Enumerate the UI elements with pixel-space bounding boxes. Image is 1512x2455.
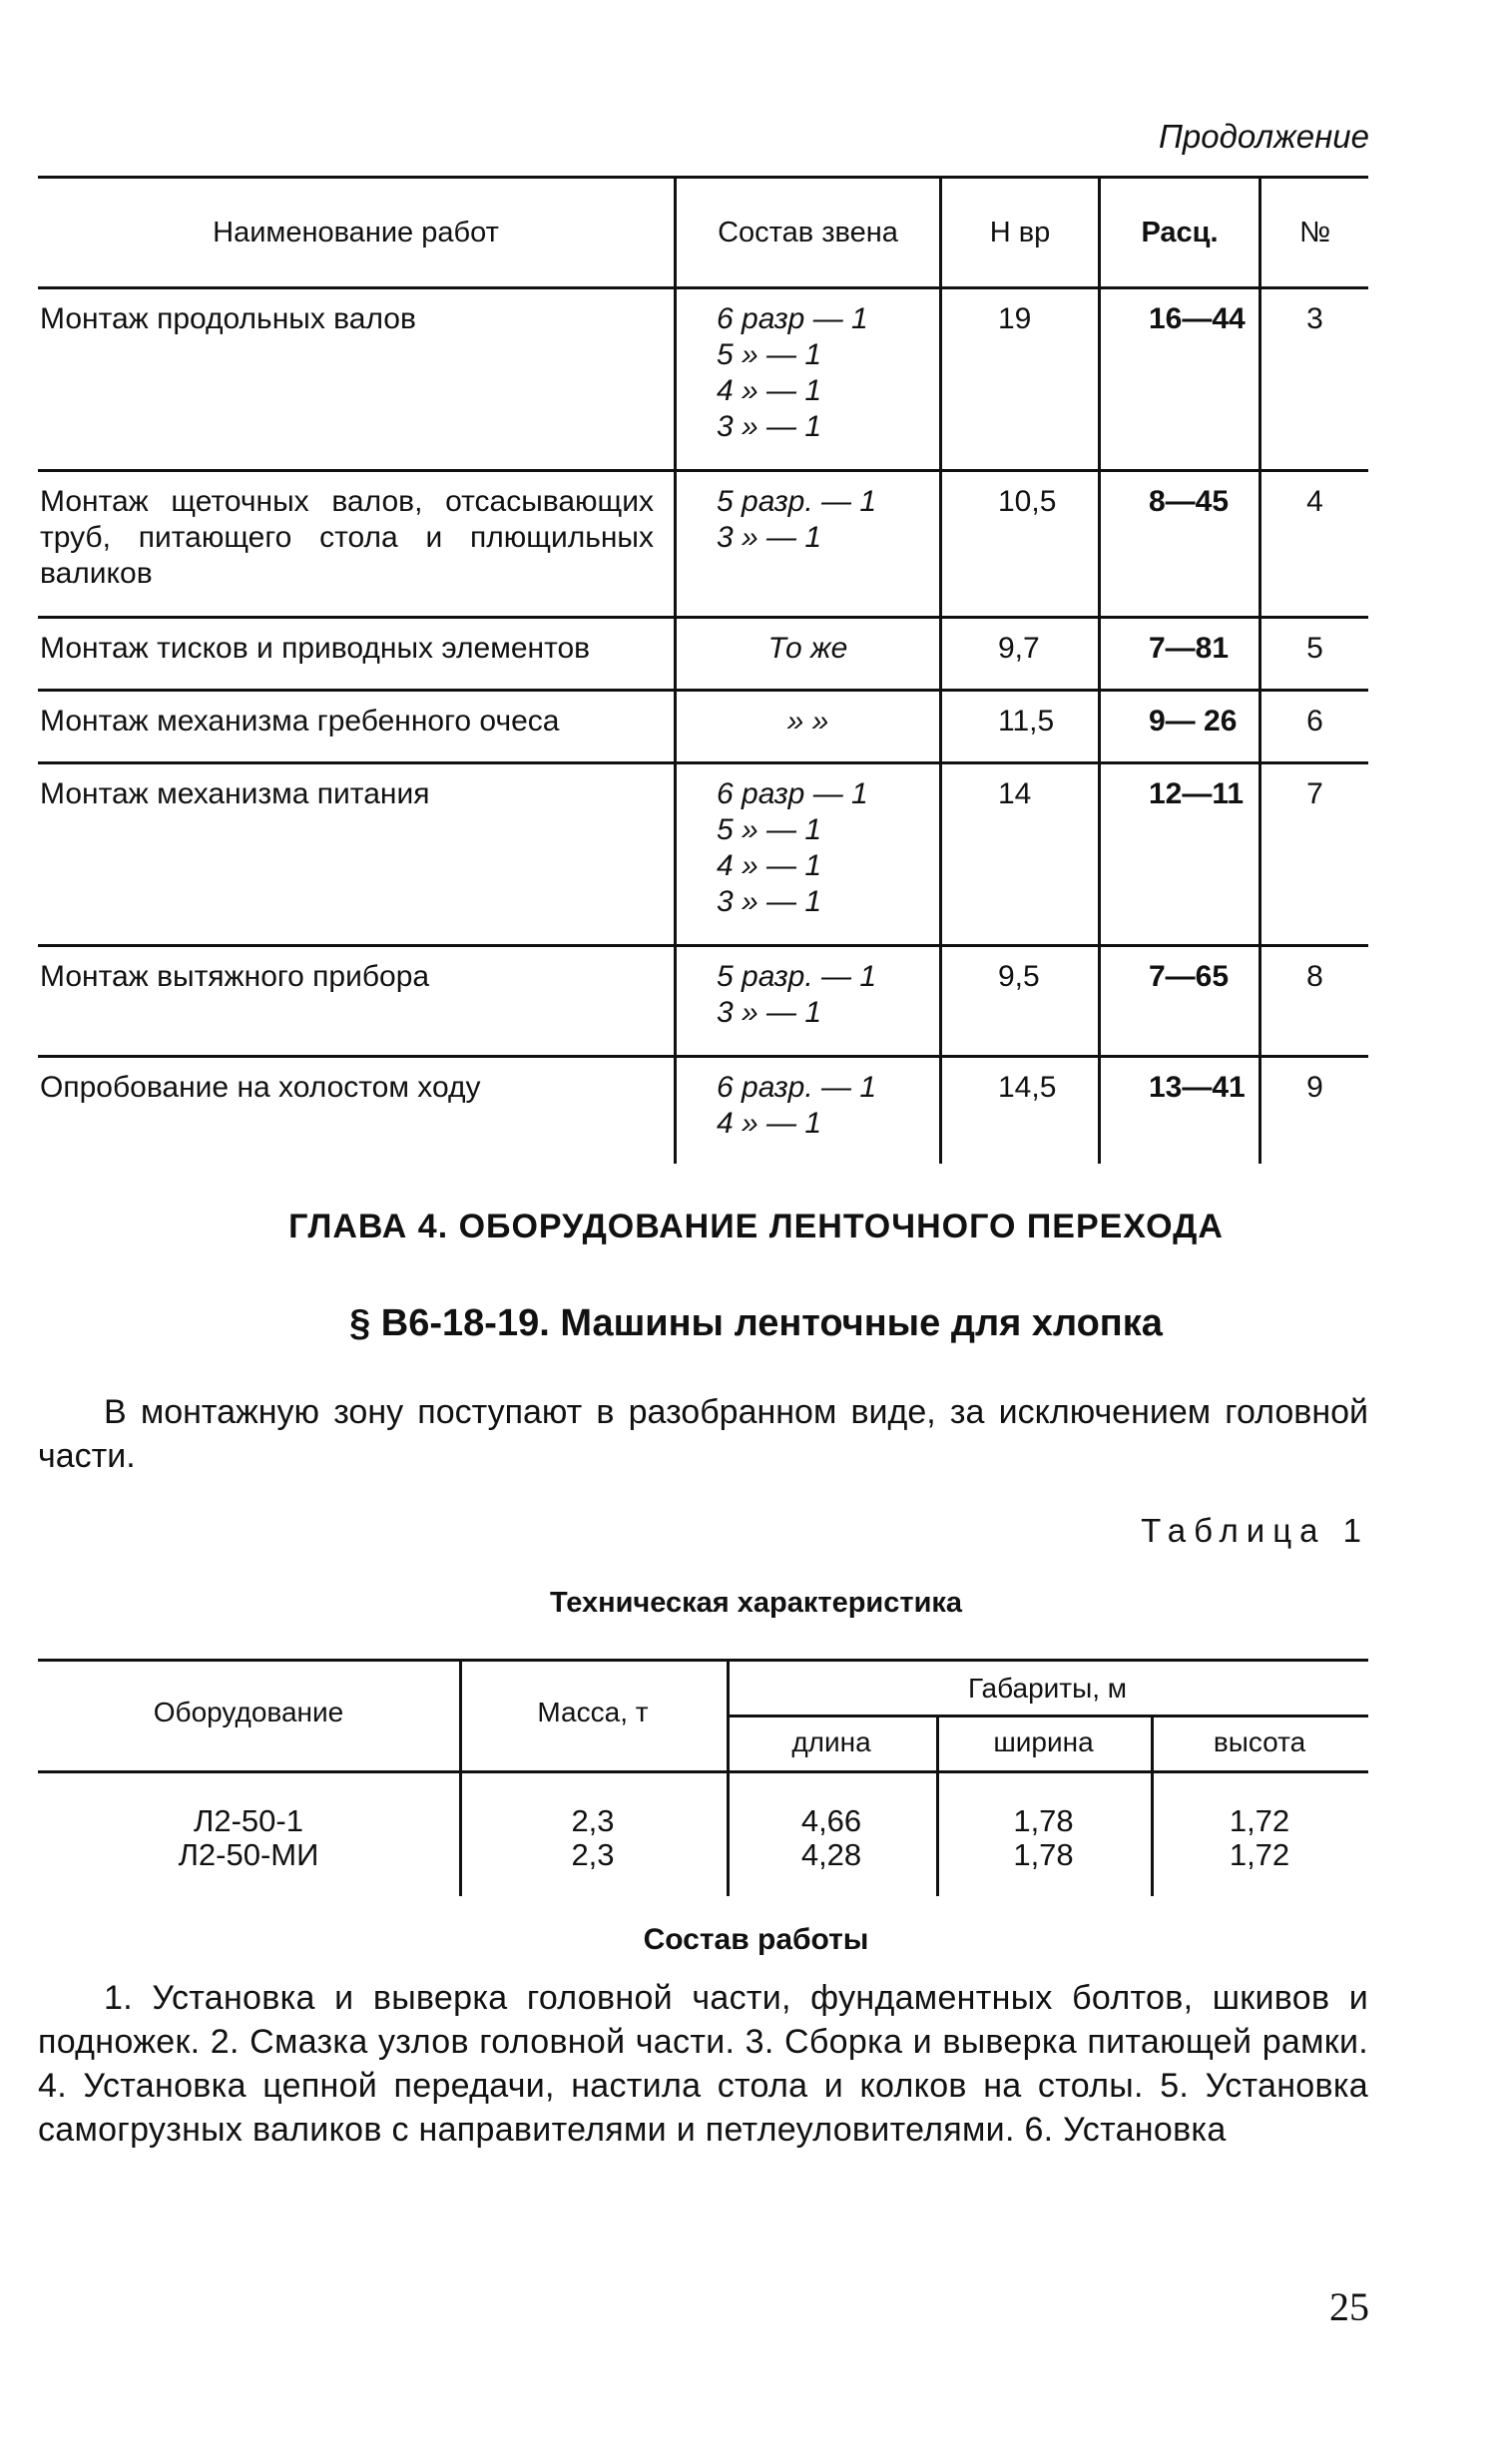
crew-ditto: » » bbox=[786, 705, 829, 737]
crew-list bbox=[677, 947, 939, 1031]
time-norm: 14,5 bbox=[998, 1071, 1057, 1104]
rate-value: 16—44 bbox=[1149, 302, 1246, 335]
height-value: 1,72 bbox=[1229, 1803, 1290, 1838]
header-time-norm: Н вр bbox=[939, 179, 1098, 286]
tech-spec-table bbox=[38, 1659, 1368, 1896]
header-number: № bbox=[1259, 179, 1368, 286]
chapter-heading: ГЛАВА 4. ОБОРУДОВАНИЕ ЛЕНТОЧНОГО ПЕРЕХОДА bbox=[288, 1208, 1224, 1245]
crew-list bbox=[677, 764, 939, 920]
crew-line: 3 » — 1 bbox=[717, 410, 822, 443]
header-work-name: Наименование работ bbox=[213, 216, 499, 248]
equipment-name: Л2-50-1 bbox=[194, 1803, 303, 1838]
table-row bbox=[38, 289, 1368, 472]
header-dimensions: Габариты, м bbox=[967, 1673, 1128, 1704]
table-header bbox=[38, 176, 1368, 289]
rate-value: 7—65 bbox=[1149, 960, 1230, 993]
work-name: Опробование на холостом ходу bbox=[40, 1071, 481, 1104]
rate-value: 9— 26 bbox=[1149, 705, 1238, 737]
crew-line: 5 » — 1 bbox=[717, 338, 822, 371]
work-composition-text: 1. Установка и выверка головной части, фундаментных болтов, шкивов и подножек. 2. Смазка узлов головной части. 3. Сборка и выверка питающей рамки. 4. Установка цепной передачи, настила стола и колков на столы. 5. Установка самогрузных валиков с направителями и петлеуловителями. 6. Установка bbox=[38, 1979, 1368, 2149]
work-name: Монтаж вытяжного прибора bbox=[40, 960, 430, 993]
crew-line: 6 разр — 1 bbox=[717, 302, 868, 335]
header-height: высота bbox=[1213, 1726, 1306, 1757]
width-value: 1,78 bbox=[1013, 1837, 1074, 1872]
time-norm: 14 bbox=[998, 777, 1032, 810]
table-row bbox=[38, 692, 1368, 764]
work-name: Монтаж продольных валов bbox=[40, 302, 416, 335]
work-norms-table bbox=[38, 176, 1368, 1164]
length-value: 4,66 bbox=[800, 1803, 862, 1838]
continuation-label: Продолжение bbox=[1158, 118, 1369, 155]
row-number: 8 bbox=[1306, 960, 1323, 993]
dims-sub-rule bbox=[727, 1715, 1368, 1718]
rate-value: 13—41 bbox=[1149, 1071, 1246, 1104]
crew-line: 5 » — 1 bbox=[717, 813, 822, 846]
crew-line: 5 разр. — 1 bbox=[717, 960, 877, 993]
rate-value: 7—81 bbox=[1149, 632, 1230, 665]
row-number: 7 bbox=[1306, 777, 1323, 810]
crew-list bbox=[677, 289, 939, 445]
time-norm: 19 bbox=[998, 302, 1032, 335]
row-number: 3 bbox=[1306, 302, 1323, 335]
table-row bbox=[38, 472, 1368, 619]
header-equipment: Оборудование bbox=[153, 1697, 344, 1727]
header-mass: Масса, т bbox=[537, 1697, 649, 1727]
table-row bbox=[38, 619, 1368, 692]
table-row bbox=[38, 1058, 1368, 1164]
header-rate: Расц. bbox=[1098, 179, 1259, 286]
crew-line: 3 » — 1 bbox=[717, 996, 822, 1029]
crew-line: 4 » — 1 bbox=[717, 849, 822, 882]
work-name: Монтаж щеточных валов, отсасывающих труб, питающего стола и плющильных валиков bbox=[40, 485, 654, 590]
width-value: 1,78 bbox=[1013, 1803, 1074, 1838]
rate-value: 12—11 bbox=[1149, 777, 1245, 810]
rate-value: 8—45 bbox=[1149, 485, 1230, 518]
length-value: 4,28 bbox=[800, 1837, 862, 1872]
table-title: Техническая характеристика bbox=[549, 1587, 963, 1619]
height-value: 1,72 bbox=[1229, 1837, 1290, 1872]
table-number: Таблица 1 bbox=[1141, 1512, 1369, 1549]
crew-same: То же bbox=[767, 632, 848, 665]
row-number: 9 bbox=[1306, 1071, 1323, 1104]
crew-line: 6 разр. — 1 bbox=[717, 1071, 877, 1104]
header-length: длина bbox=[791, 1726, 871, 1757]
header-crew: Состав звена bbox=[674, 179, 939, 286]
intro-paragraph: В монтажную зону поступают в разобранном виде, за исключением головной части. bbox=[38, 1393, 1368, 1475]
mass-value: 2,3 bbox=[571, 1837, 615, 1872]
section-heading: § В6-18-19. Машины ленточные для хлопка bbox=[349, 1302, 1163, 1344]
crew-line: 3 » — 1 bbox=[717, 521, 822, 554]
crew-line: 4 » — 1 bbox=[717, 374, 822, 407]
mass-value: 2,3 bbox=[571, 1803, 615, 1838]
equipment-name: Л2-50-МИ bbox=[178, 1837, 319, 1872]
time-norm: 11,5 bbox=[998, 705, 1055, 737]
table-row bbox=[38, 764, 1368, 947]
table-top-rule bbox=[38, 1659, 1368, 1662]
crew-list bbox=[677, 472, 939, 556]
time-norm: 9,5 bbox=[998, 960, 1040, 993]
crew-line: 3 » — 1 bbox=[717, 885, 822, 918]
work-composition-heading: Состав работы bbox=[643, 1923, 869, 1956]
header-width: ширина bbox=[993, 1726, 1094, 1757]
row-number: 4 bbox=[1306, 485, 1323, 518]
page-number: 25 bbox=[1329, 2284, 1369, 2329]
crew-line: 6 разр — 1 bbox=[717, 777, 868, 810]
crew-list bbox=[677, 1058, 939, 1142]
time-norm: 10,5 bbox=[998, 485, 1057, 518]
header-bottom-rule bbox=[38, 1770, 1368, 1773]
work-name: Монтаж механизма питания bbox=[40, 777, 430, 810]
work-name: Монтаж механизма гребенного очеса bbox=[40, 705, 560, 737]
crew-line: 4 » — 1 bbox=[717, 1107, 822, 1140]
crew-line: 5 разр. — 1 bbox=[717, 485, 877, 518]
row-number: 5 bbox=[1306, 632, 1323, 665]
work-name: Монтаж тисков и приводных элементов bbox=[40, 632, 591, 665]
time-norm: 9,7 bbox=[998, 632, 1040, 665]
table-row bbox=[38, 947, 1368, 1058]
row-number: 6 bbox=[1306, 705, 1323, 737]
